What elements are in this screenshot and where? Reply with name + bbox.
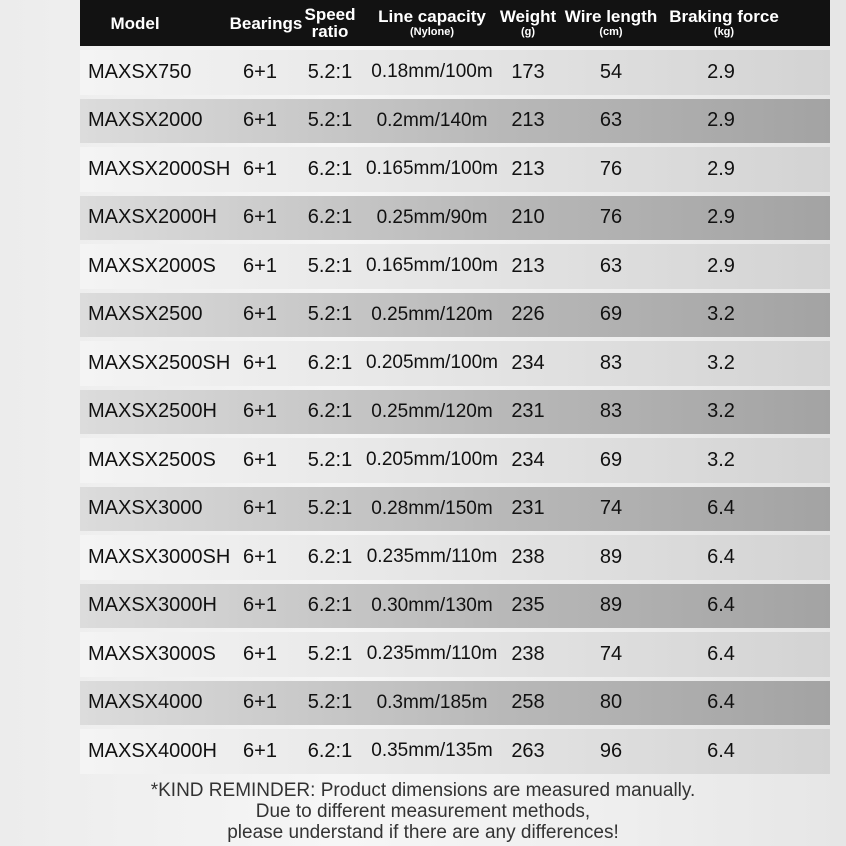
cell-bearings: 6+1: [243, 303, 277, 326]
note-line-3: please understand if there are any differences!: [227, 822, 619, 843]
cell-weight: 235: [511, 594, 545, 617]
cell-wire-length: 63: [599, 254, 623, 277]
cell-speed-ratio: 5.2:1: [307, 642, 353, 665]
cell-weight: 210: [511, 206, 545, 229]
table-row: [80, 244, 830, 289]
cell-weight: 234: [511, 351, 545, 374]
cell-line-capacity: 0.2mm/140m: [376, 109, 488, 131]
cell-weight: 226: [511, 303, 545, 326]
cell-bearings: 6+1: [243, 594, 277, 617]
note-line-1: *KIND REMINDER: Product dimensions are measured manually.: [150, 780, 696, 801]
header-wire-length-unit: (cm): [599, 26, 623, 38]
cell-bearings: 6+1: [243, 206, 277, 229]
header-bearings-label: Bearings: [229, 13, 303, 33]
header-line-capacity: [370, 0, 494, 46]
cell-bearings: 6+1: [243, 497, 277, 520]
cell-model: MAXSX3000S: [88, 642, 216, 665]
cell-weight: 213: [511, 254, 545, 277]
cell-braking-force: 2.9: [707, 157, 735, 180]
cell-speed-ratio: 5.2:1: [307, 109, 353, 132]
table-header: [80, 0, 830, 46]
cell-braking-force: 6.4: [707, 691, 735, 714]
note-line-2: Due to different measurement methods,: [255, 801, 591, 822]
cell-model: MAXSX2500SH: [88, 351, 231, 374]
header-weight-unit: (g): [520, 26, 536, 38]
table-body: [80, 50, 830, 778]
cell-speed-ratio: 6.2:1: [307, 351, 353, 374]
cell-weight: 234: [511, 448, 545, 471]
header-speed-line2: ratio: [311, 22, 349, 41]
cell-braking-force: 3.2: [707, 400, 735, 423]
cell-braking-force: 6.4: [707, 594, 735, 617]
cell-model: MAXSX4000H: [88, 739, 217, 762]
header-braking-force: [662, 0, 786, 46]
table-row: [80, 584, 830, 629]
cell-model: MAXSX2000H: [88, 206, 217, 229]
cell-wire-length: 89: [599, 594, 623, 617]
cell-line-capacity: 0.30mm/130m: [371, 594, 493, 616]
table-row: [80, 729, 830, 774]
cell-line-capacity: 0.235mm/110m: [366, 643, 498, 665]
cell-braking-force: 2.9: [707, 206, 735, 229]
cell-wire-length: 74: [599, 642, 623, 665]
cell-bearings: 6+1: [243, 691, 277, 714]
table-row: [80, 50, 830, 95]
table-row: [80, 147, 830, 192]
header-model-label: Model: [110, 13, 160, 33]
cell-braking-force: 6.4: [707, 497, 735, 520]
cell-line-capacity: 0.235mm/110m: [366, 546, 498, 568]
cell-bearings: 6+1: [243, 448, 277, 471]
table-row: [80, 390, 830, 435]
kind-reminder-note: [0, 780, 846, 843]
cell-speed-ratio: 6.2:1: [307, 739, 353, 762]
cell-speed-ratio: 5.2:1: [307, 254, 353, 277]
cell-line-capacity: 0.165mm/100m: [365, 158, 498, 180]
cell-model: MAXSX3000SH: [88, 545, 231, 568]
header-line-capacity-unit: (Nylone): [410, 26, 454, 38]
cell-bearings: 6+1: [243, 642, 277, 665]
cell-weight: 231: [511, 400, 545, 423]
cell-model: MAXSX2500S: [88, 448, 216, 471]
cell-line-capacity: 0.18mm/100m: [371, 61, 493, 83]
table-row: [80, 438, 830, 483]
cell-weight: 258: [511, 691, 545, 714]
cell-speed-ratio: 6.2:1: [307, 157, 353, 180]
header-line-capacity-label: Line capacity: [378, 7, 486, 26]
spec-table-frame: [62, 0, 784, 846]
cell-speed-ratio: 6.2:1: [307, 206, 353, 229]
cell-bearings: 6+1: [243, 109, 277, 132]
cell-wire-length: 69: [599, 303, 623, 326]
cell-model: MAXSX4000: [88, 691, 203, 714]
cell-bearings: 6+1: [243, 157, 277, 180]
cell-model: MAXSX2000S: [88, 254, 216, 277]
header-bearings: [228, 0, 304, 46]
cell-line-capacity: 0.35mm/135m: [371, 740, 493, 762]
cell-wire-length: 63: [599, 109, 623, 132]
cell-weight: 231: [511, 497, 545, 520]
cell-model: MAXSX2000SH: [88, 157, 231, 180]
header-speed: [302, 0, 358, 46]
cell-bearings: 6+1: [243, 60, 277, 83]
cell-braking-force: 3.2: [707, 448, 735, 471]
cell-line-capacity: 0.28mm/150m: [371, 497, 493, 519]
cell-weight: 173: [511, 60, 545, 83]
cell-speed-ratio: 5.2:1: [307, 60, 353, 83]
cell-weight: 213: [511, 157, 545, 180]
cell-wire-length: 76: [599, 157, 623, 180]
cell-bearings: 6+1: [243, 739, 277, 762]
cell-braking-force: 6.4: [707, 642, 735, 665]
table-row: [80, 632, 830, 677]
table-row: [80, 341, 830, 386]
cell-line-capacity: 0.25mm/120m: [371, 303, 493, 325]
cell-wire-length: 83: [599, 351, 623, 374]
table-row: [80, 487, 830, 532]
cell-speed-ratio: 5.2:1: [307, 691, 353, 714]
cell-braking-force: 3.2: [707, 303, 735, 326]
cell-line-capacity: 0.165mm/100m: [365, 255, 498, 277]
cell-speed-ratio: 5.2:1: [307, 303, 353, 326]
header-wire-length: [560, 0, 662, 46]
cell-line-capacity: 0.25mm/90m: [376, 206, 488, 228]
cell-model: MAXSX750: [88, 60, 192, 83]
table-row: [80, 99, 830, 144]
cell-braking-force: 6.4: [707, 739, 735, 762]
cell-speed-ratio: 6.2:1: [307, 594, 353, 617]
cell-model: MAXSX3000H: [88, 594, 217, 617]
cell-line-capacity: 0.3mm/185m: [376, 691, 488, 713]
cell-bearings: 6+1: [243, 400, 277, 423]
table-row: [80, 535, 830, 580]
cell-wire-length: 83: [599, 400, 623, 423]
cell-line-capacity: 0.205mm/100m: [365, 352, 498, 374]
cell-braking-force: 2.9: [707, 109, 735, 132]
cell-speed-ratio: 5.2:1: [307, 448, 353, 471]
cell-line-capacity: 0.25mm/120m: [371, 400, 493, 422]
header-weight: [496, 0, 560, 46]
table-row: [80, 293, 830, 338]
cell-bearings: 6+1: [243, 545, 277, 568]
cell-bearings: 6+1: [243, 254, 277, 277]
cell-wire-length: 96: [599, 739, 623, 762]
cell-braking-force: 2.9: [707, 60, 735, 83]
cell-bearings: 6+1: [243, 351, 277, 374]
table-row: [80, 681, 830, 726]
cell-wire-length: 76: [599, 206, 623, 229]
cell-braking-force: 2.9: [707, 254, 735, 277]
cell-braking-force: 6.4: [707, 545, 735, 568]
cell-model: MAXSX2500: [88, 303, 203, 326]
cell-speed-ratio: 5.2:1: [307, 497, 353, 520]
table-row: [80, 196, 830, 241]
cell-braking-force: 3.2: [707, 351, 735, 374]
cell-wire-length: 74: [599, 497, 623, 520]
cell-model: MAXSX3000: [88, 497, 203, 520]
header-wire-length-label: Wire length: [564, 7, 658, 26]
cell-line-capacity: 0.205mm/100m: [365, 449, 498, 471]
cell-weight: 238: [511, 642, 545, 665]
cell-wire-length: 89: [599, 545, 623, 568]
cell-wire-length: 80: [599, 691, 623, 714]
cell-model: MAXSX2500H: [88, 400, 217, 423]
cell-weight: 213: [511, 109, 545, 132]
header-braking-force-label: Braking force: [669, 7, 779, 26]
header-weight-label: Weight: [499, 7, 557, 26]
cell-speed-ratio: 6.2:1: [307, 400, 353, 423]
cell-wire-length: 54: [599, 60, 623, 83]
cell-wire-length: 69: [599, 448, 623, 471]
cell-model: MAXSX2000: [88, 109, 203, 132]
cell-weight: 238: [511, 545, 545, 568]
header-model: [90, 0, 180, 46]
cell-speed-ratio: 6.2:1: [307, 545, 353, 568]
header-braking-force-unit: (kg): [713, 26, 735, 38]
header-speed-line1: Speed: [304, 5, 356, 24]
cell-weight: 263: [511, 739, 545, 762]
